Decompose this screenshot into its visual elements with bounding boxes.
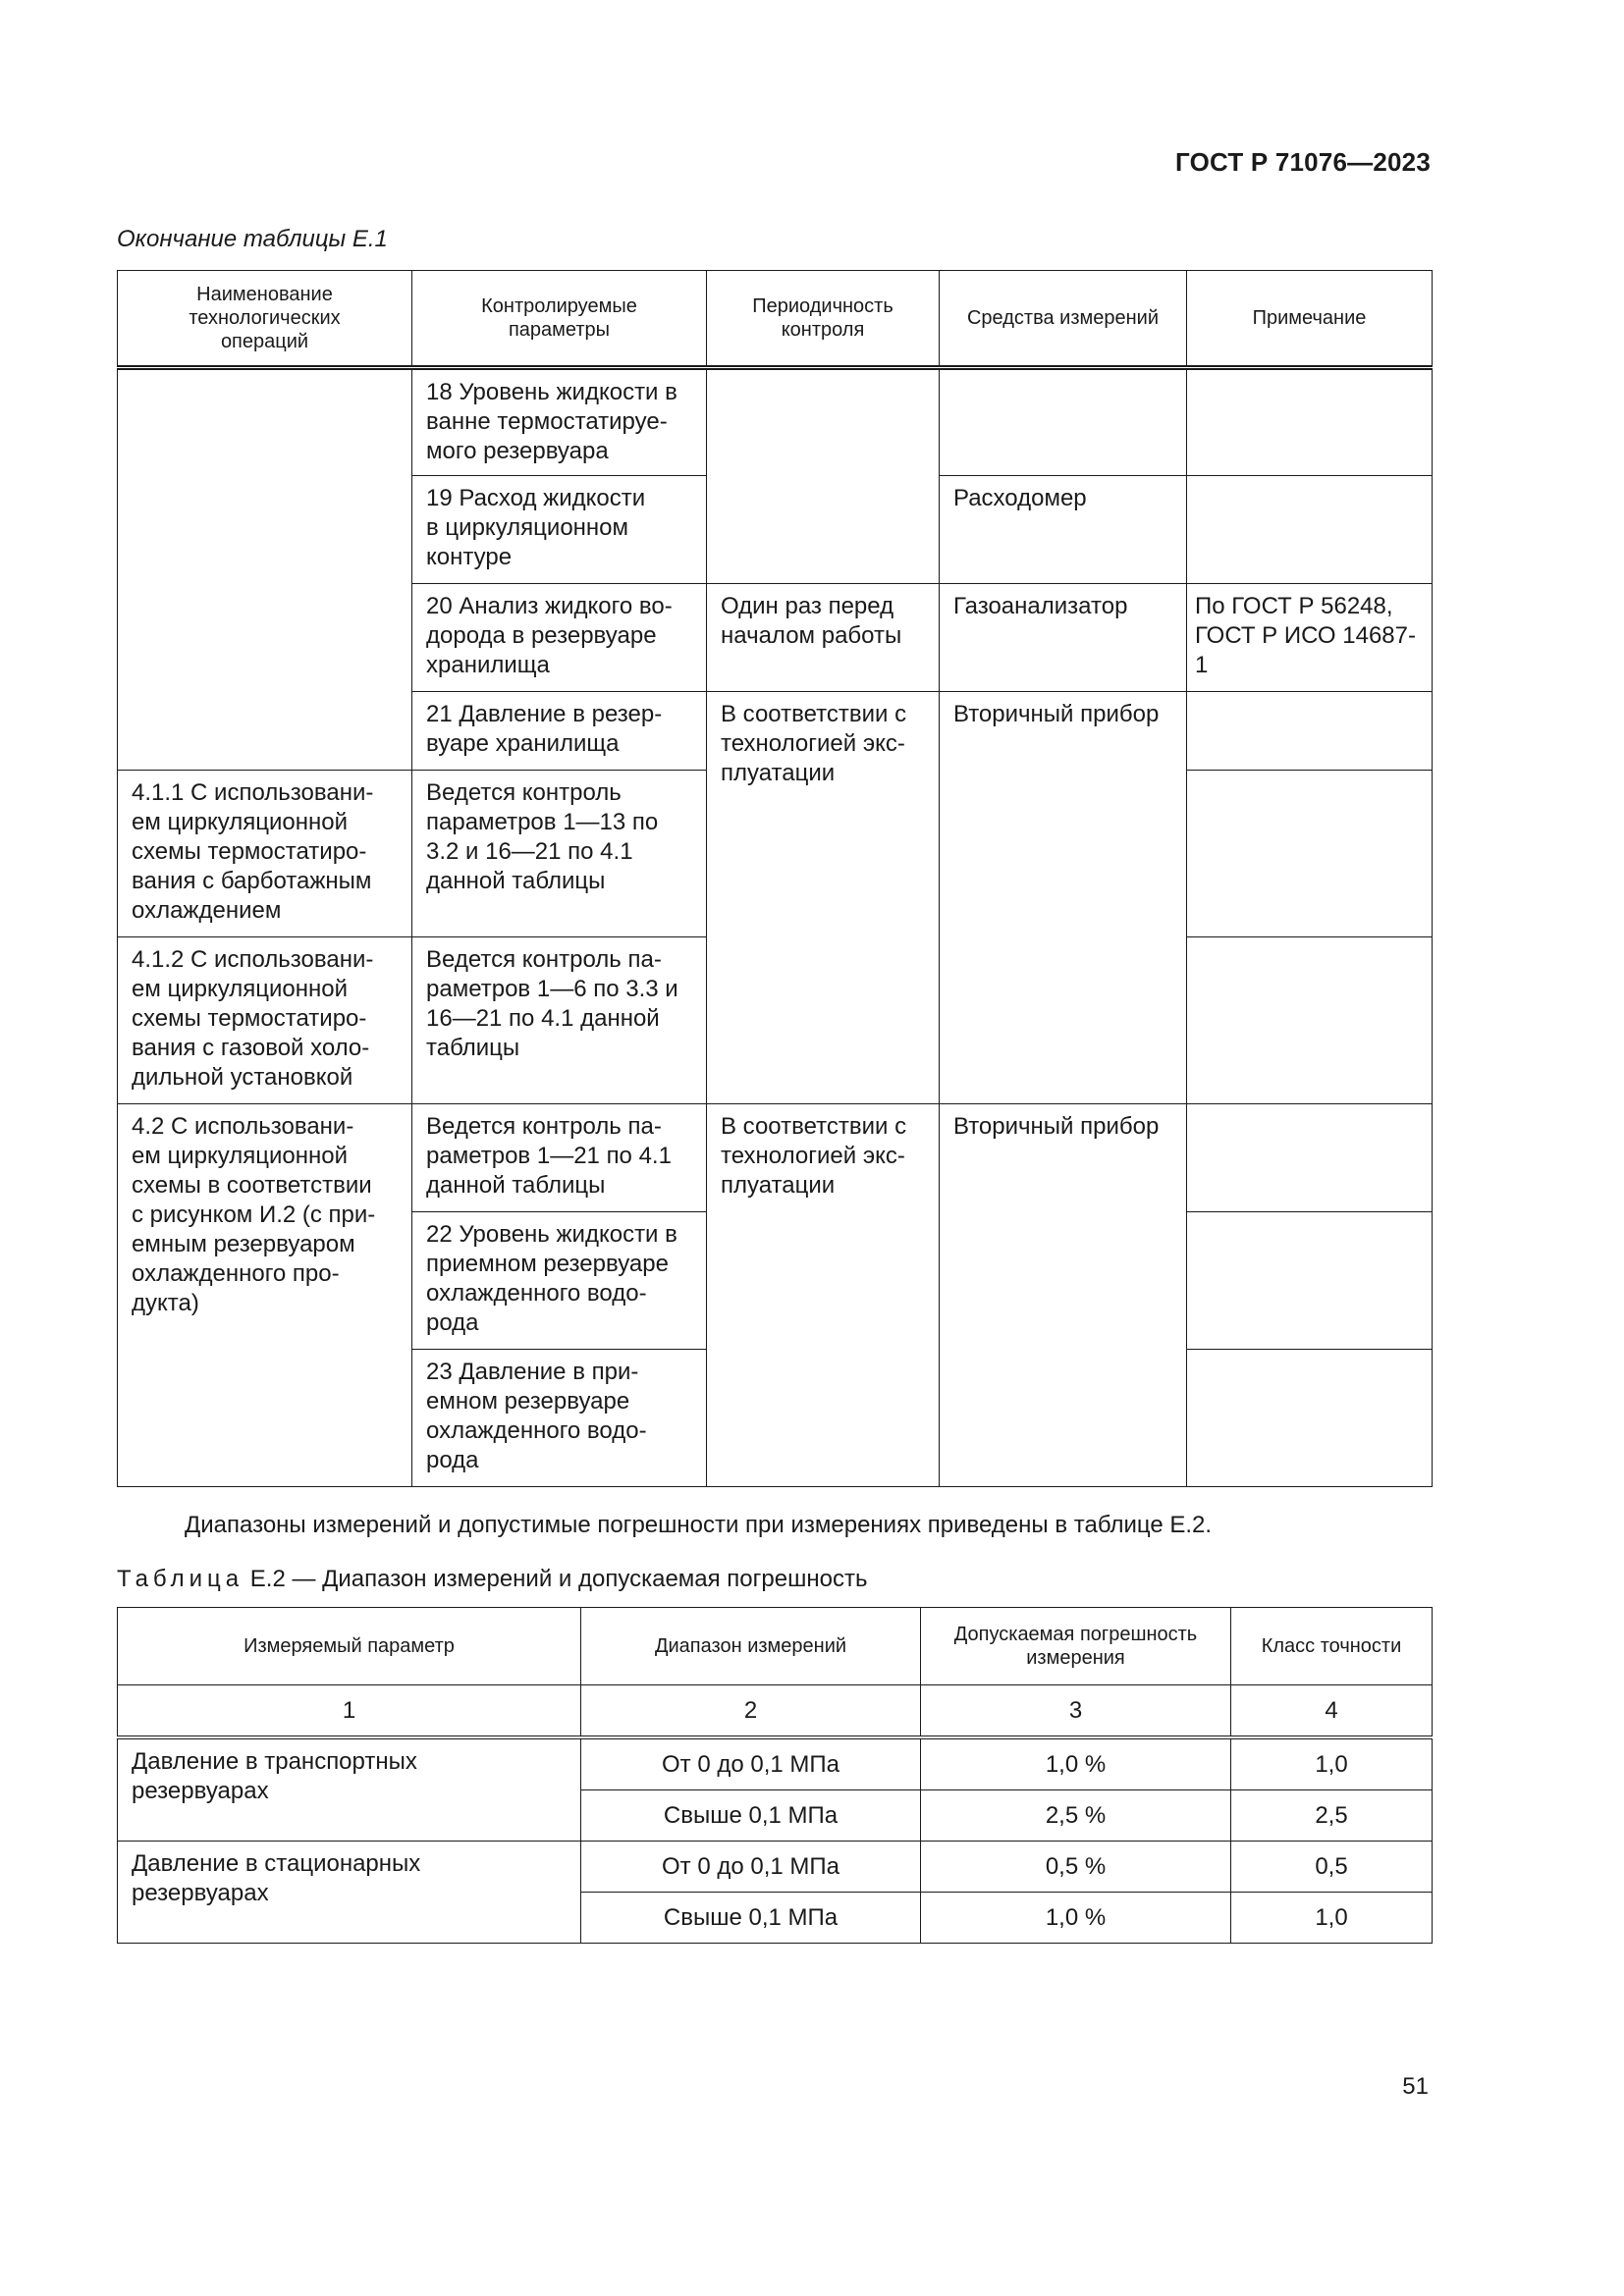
parameter-cell: 19 Расход жидкости в циркуляционном контуре	[412, 476, 707, 584]
parameter-cell: Ведется контроль па- раметров 1—6 по 3.3 и 16—21 по 4.1 данной таблицы	[412, 937, 707, 1104]
note-cell-empty	[1187, 476, 1433, 584]
col-header-measured-parameter: Измеряемый параметр	[118, 1608, 581, 1685]
measured-parameter-cell: Давление в транспортных резервуарах	[118, 1737, 581, 1842]
table-row	[118, 368, 1433, 476]
note-cell-empty	[1187, 1212, 1433, 1350]
table-e2-header-row	[118, 1608, 1433, 1685]
table-e2-caption-label: Таблица	[117, 1566, 244, 1592]
frequency-cell: В соответствии с технологией экс- плуатации	[707, 692, 940, 1104]
body-paragraph: Диапазоны измерений и допустимые погрешности при измерениях приведены в таблице Е.2.	[185, 1512, 1213, 1538]
error-cell: 1,0 %	[921, 1893, 1231, 1944]
operation-cell-empty	[118, 368, 412, 771]
parameter-cell: 20 Анализ жидкого во- дорода в резервуаре хранилища	[412, 584, 707, 692]
instrument-cell: Вторичный прибор	[940, 692, 1187, 1104]
col-header-note: Примечание	[1187, 271, 1433, 368]
col-header-measurement-range: Диапазон измерений	[581, 1608, 921, 1685]
page-number: 51	[1402, 2073, 1429, 2100]
table-e1-header-row	[118, 271, 1433, 368]
table-e2	[117, 1607, 1433, 1944]
operation-cell: 4.1.2 С использовани- ем циркуляционной схемы термостатиро- вания с газовой холо- дильной установкой	[118, 937, 412, 1104]
error-cell: 1,0 %	[921, 1737, 1231, 1790]
frequency-cell: В соответствии с технологией экс- плуатации	[707, 1104, 940, 1487]
column-number: 2	[581, 1685, 921, 1738]
range-cell: От 0 до 0,1 МПа	[581, 1737, 921, 1790]
table-row	[118, 1842, 1433, 1893]
col-header-parameters: Контролируемые параметры	[412, 271, 707, 368]
range-cell: Свыше 0,1 МПа	[581, 1893, 921, 1944]
error-cell: 2,5 %	[921, 1790, 1231, 1842]
table-e1-caption: Окончание таблицы Е.1	[117, 226, 388, 252]
instrument-cell: Расходомер	[940, 476, 1187, 584]
frequency-cell-empty	[707, 368, 940, 584]
note-cell-empty	[1187, 692, 1433, 771]
col-header-instruments: Средства измерений	[940, 271, 1187, 368]
column-number: 4	[1231, 1685, 1433, 1738]
col-header-frequency: Периодичность контроля	[707, 271, 940, 368]
parameter-cell: 21 Давление в резер- вуаре хранилища	[412, 692, 707, 771]
column-number-row	[118, 1685, 1433, 1738]
col-header-permissible-error: Допускаемая погрешность измерения	[921, 1608, 1231, 1685]
column-number: 1	[118, 1685, 581, 1738]
note-cell-empty	[1187, 1104, 1433, 1212]
instrument-cell-empty	[940, 368, 1187, 476]
class-cell: 1,0	[1231, 1893, 1433, 1944]
class-cell: 2,5	[1231, 1790, 1433, 1842]
parameter-cell: Ведется контроль па- раметров 1—21 по 4.1 данной таблицы	[412, 1104, 707, 1212]
class-cell: 0,5	[1231, 1842, 1433, 1893]
col-header-operations: Наименование технологических операций	[118, 271, 412, 368]
note-cell-empty	[1187, 937, 1433, 1104]
table-row	[118, 1104, 1433, 1212]
range-cell: Свыше 0,1 МПа	[581, 1790, 921, 1842]
table-row	[118, 1737, 1433, 1790]
note-cell-empty	[1187, 368, 1433, 476]
parameter-cell: 23 Давление в при- емном резервуаре охлажденного водо- рода	[412, 1350, 707, 1487]
document-id: ГОСТ Р 71076—2023	[1175, 147, 1431, 177]
note-cell: По ГОСТ Р 56248, ГОСТ Р ИСО 14687-1	[1187, 584, 1433, 692]
operation-cell: 4.1.1 С использовани- ем циркуляционной схемы термостатиро- вания с барботажным охлаждением	[118, 771, 412, 937]
operation-cell: 4.2 С использовани- ем циркуляционной схемы в соответствии с рисунком И.2 (с при- емным резервуаром охлажденного про- дукта)	[118, 1104, 412, 1487]
range-cell: От 0 до 0,1 МПа	[581, 1842, 921, 1893]
column-number: 3	[921, 1685, 1231, 1738]
note-cell-empty	[1187, 771, 1433, 937]
table-e2-caption-title: Е.2 — Диапазон измерений и допускаемая погрешность	[244, 1566, 868, 1592]
frequency-cell: Один раз перед началом работы	[707, 584, 940, 692]
parameter-cell: 18 Уровень жидкости в ванне термостатируе- мого резервуара	[412, 368, 707, 476]
table-e2-caption	[117, 1566, 867, 1593]
table-e1	[117, 270, 1433, 1487]
instrument-cell: Газоанализатор	[940, 584, 1187, 692]
parameter-cell: Ведется контроль параметров 1—13 по 3.2 и 16—21 по 4.1 данной таблицы	[412, 771, 707, 937]
instrument-cell: Вторичный прибор	[940, 1104, 1187, 1487]
measured-parameter-cell: Давление в стационарных резервуарах	[118, 1842, 581, 1944]
error-cell: 0,5 %	[921, 1842, 1231, 1893]
col-header-accuracy-class: Класс точности	[1231, 1608, 1433, 1685]
parameter-cell: 22 Уровень жидкости в приемном резервуаре охлажденного водо- рода	[412, 1212, 707, 1350]
class-cell: 1,0	[1231, 1737, 1433, 1790]
note-cell-empty	[1187, 1350, 1433, 1487]
